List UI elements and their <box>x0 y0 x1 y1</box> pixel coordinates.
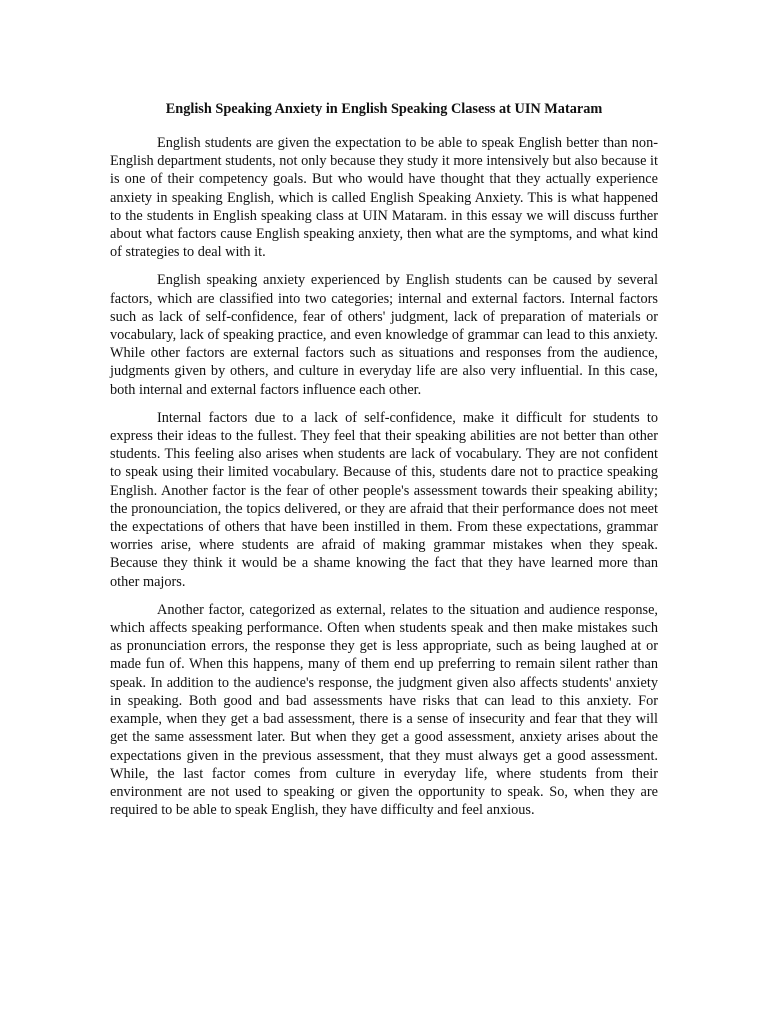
paragraph-internal-factors: Internal factors due to a lack of self-confidence, make it difficult for students to express their ideas to the fullest. They feel that their speaking abilities are not better than other students. This feeling also arises when students are lack of vocabulary. They are not confident to speak using their limited vocabulary. Because of this, students dare not to practice speaking English. Another factor is the fear of other people's assessment towards their speaking ability; the pronounciation, the topics delivered, or they are afraid that their performance does not meet the expectations of others that have been instilled in them. From these expectations, grammar worries arise, where students are afraid of making grammar mistakes when they speak. Because they think it would be a shame knowing the fact that they have learned more than other majors. <box>110 409 658 590</box>
document-title: English Speaking Anxiety in English Speaking Clasess at UIN Mataram <box>165 101 603 117</box>
paragraph-external-factors: Another factor, categorized as external, relates to the situation and audience response, which affects speaking performance. Often when students speak and then make mistakes such as pronunciation errors, the response they get is less appropriate, such as being laughed at or made fun of. When this happens, many of them end up preferring to remain silent rather than speak. In addition to the audience's response, the judgment given also affects students' anxiety in speaking. Both good and bad assessments have risks that can lead to this anxiety. For example, when they get a bad assessment, there is a sense of insecurity and fear that they will get the same assessment later. But when they get a good assessment, anxiety arises about the expectations given in the previous assessment, that they must always get a good assessment. While, the last factor comes from culture in everyday life, where students from their environment are not used to speaking or given the opportunity to speak. So, when they are required to be able to speak English, they have difficulty and feel anxious. <box>110 601 658 819</box>
paragraph-intro: English students are given the expectation to be able to speak English better than non-English department students, not only because they study it more intensively but also because it is one of their competency goals. But who would have thought that they actually experience anxiety in speaking English, which is called English Speaking Anxiety. This is what happened to the students in English speaking class at UIN Mataram. in this essay we will discuss further about what factors cause English speaking anxiety, then what are the symptoms, and what kind of strategies to deal with it. <box>110 135 658 261</box>
paragraph-factors-overview: English speaking anxiety experienced by English students can be caused by several factors, which are classified into two categories; internal and external factors. Internal factors such as lack of self-confidence, fear of others' judgment, lack of preparation of materials or vocabulary, lack of speaking practice, and even knowledge of grammar can lead to this anxiety. While other factors are external factors such as situations and responses from the audience, judgments given by others, and culture in everyday life are also very influential. In this case, both internal and external factors influence each other. <box>110 272 658 398</box>
